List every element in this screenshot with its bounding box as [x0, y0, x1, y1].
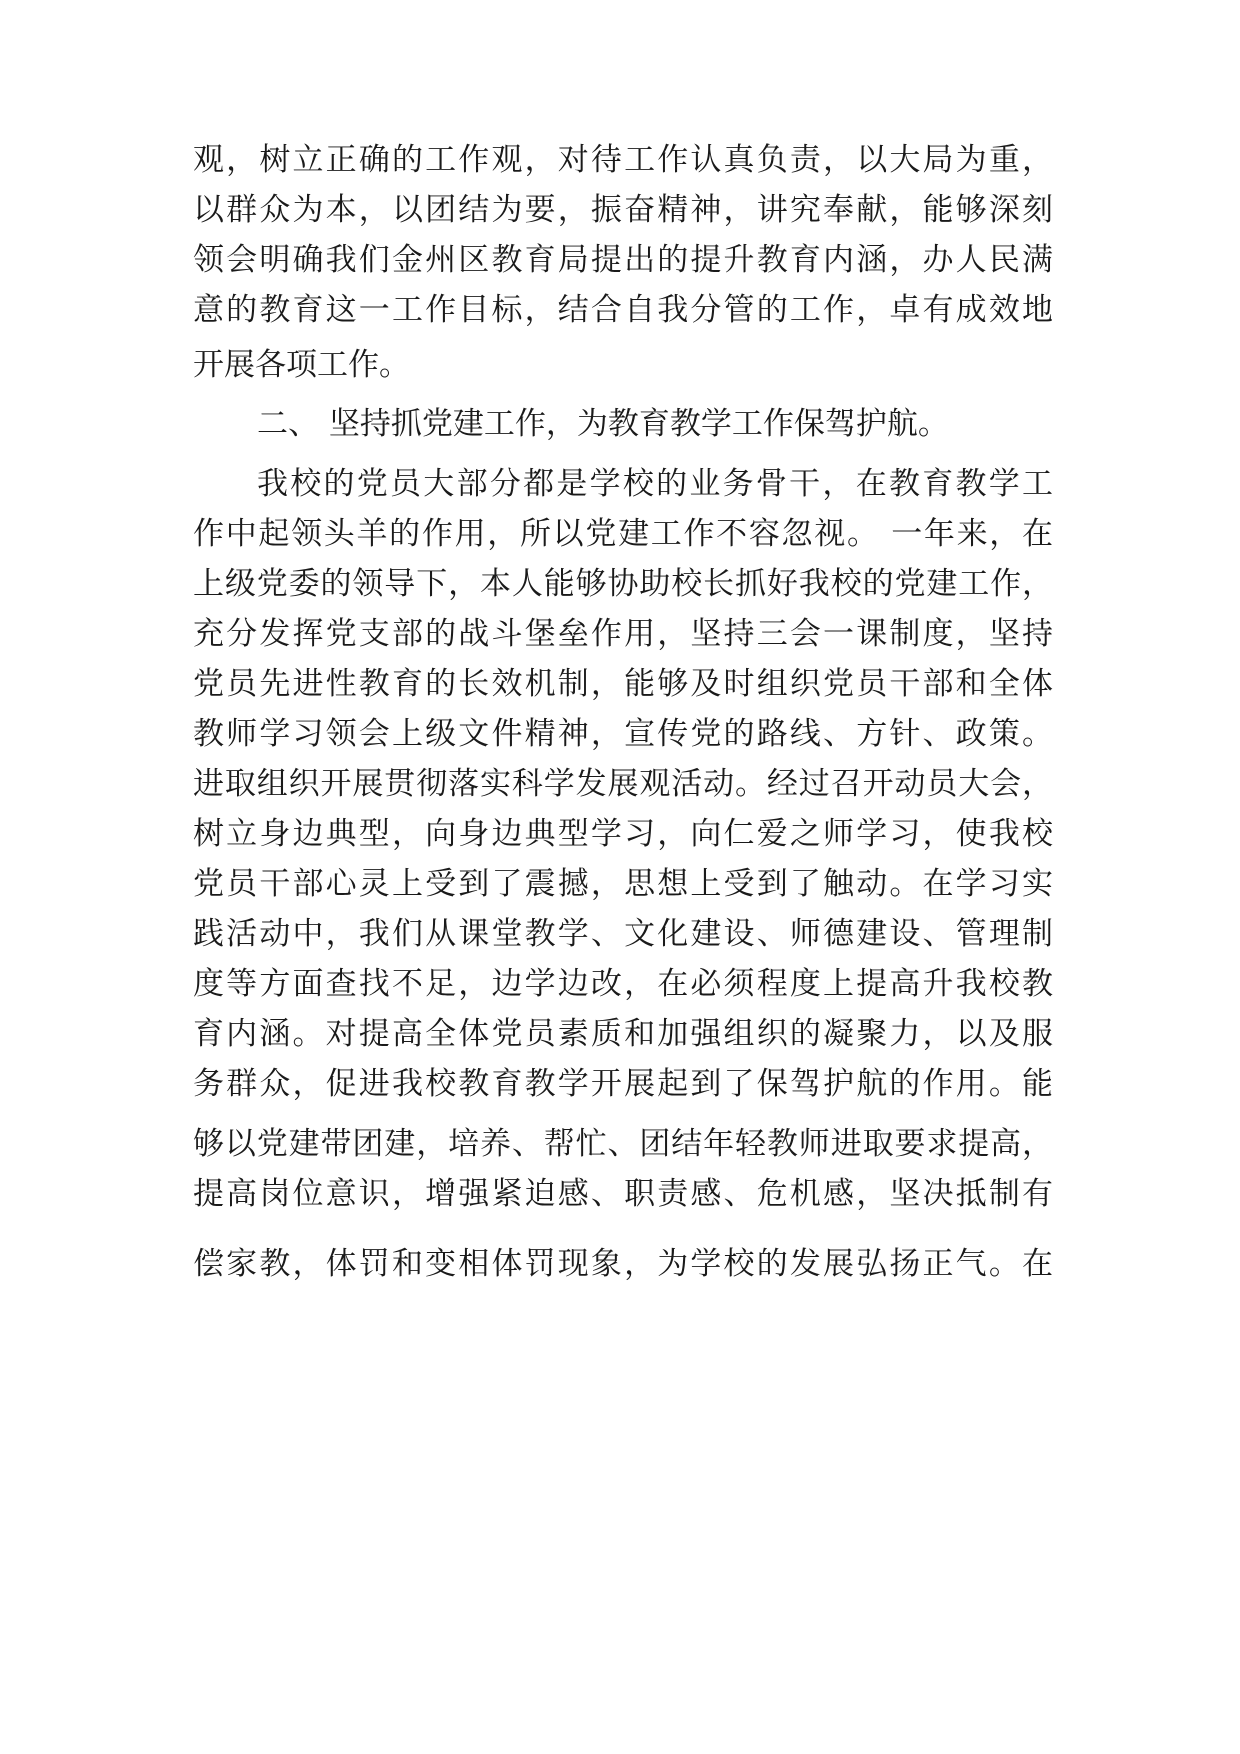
paragraph-2-line-11: 度等方面查找不足，边学边改，在必须程度上提高升我校教 [193, 966, 1053, 1002]
paragraph-2-line-14: 够以党建带团建，培养、帮忙、团结年轻教师进取要求提高， [193, 1126, 1053, 1162]
paragraph-2-line-9: 党员干部心灵上受到了震撼，思想上受到了触动。在学习实 [193, 866, 1053, 902]
section-heading-2: 二、 坚持抓党建工作，为教育教学工作保驾护航。 [257, 406, 949, 442]
paragraph-2-line-6: 教师学习领会上级文件精神，宣传党的路线、方针、政策。 [193, 716, 1053, 752]
paragraph-2-line-15: 提高岗位意识，增强紧迫感、职责感、危机感，坚决抵制有 [193, 1176, 1053, 1212]
paragraph-2-line-4: 充分发挥党支部的战斗堡垒作用，坚持三会一课制度，坚持 [193, 616, 1053, 652]
paragraph-2-line-10: 践活动中，我们从课堂教学、文化建设、师德建设、管理制 [193, 916, 1053, 952]
paragraph-2-line-16: 偿家教，体罚和变相体罚现象，为学校的发展弘扬正气。在 [193, 1246, 1053, 1282]
text-line-5: 开展各项工作。 [193, 347, 410, 383]
paragraph-2-line-8: 树立身边典型，向身边典型学习，向仁爱之师学习，使我校 [193, 816, 1053, 852]
paragraph-2-line-7: 进取组织开展贯彻落实科学发展观活动。经过召开动员大会， [193, 766, 1053, 802]
paragraph-2-line-3: 上级党委的领导下，本人能够协助校长抓好我校的党建工作， [193, 566, 1053, 602]
paragraph-2-line-13: 务群众，促进我校教育教学开展起到了保驾护航的作用。能 [193, 1066, 1053, 1102]
text-line-4: 意的教育这一工作目标，结合自我分管的工作，卓有成效地 [193, 292, 1053, 328]
paragraph-2-line-12: 育内涵。对提高全体党员素质和加强组织的凝聚力，以及服 [193, 1016, 1053, 1052]
text-line-3: 领会明确我们金州区教育局提出的提升教育内涵，办人民满 [193, 242, 1053, 278]
text-line-1: 观，树立正确的工作观，对待工作认真负责，以大局为重， [193, 142, 1053, 178]
text-line-2: 以群众为本，以团结为要，振奋精神，讲究奉献，能够深刻 [193, 192, 1053, 228]
paragraph-2-line-1: 我校的党员大部分都是学校的业务骨干，在教育教学工 [257, 466, 1053, 502]
paragraph-2-line-2: 作中起领头羊的作用，所以党建工作不容忽视。 一年来，在 [193, 516, 1053, 552]
paragraph-2-line-5: 党员先进性教育的长效机制，能够及时组织党员干部和全体 [193, 666, 1053, 702]
